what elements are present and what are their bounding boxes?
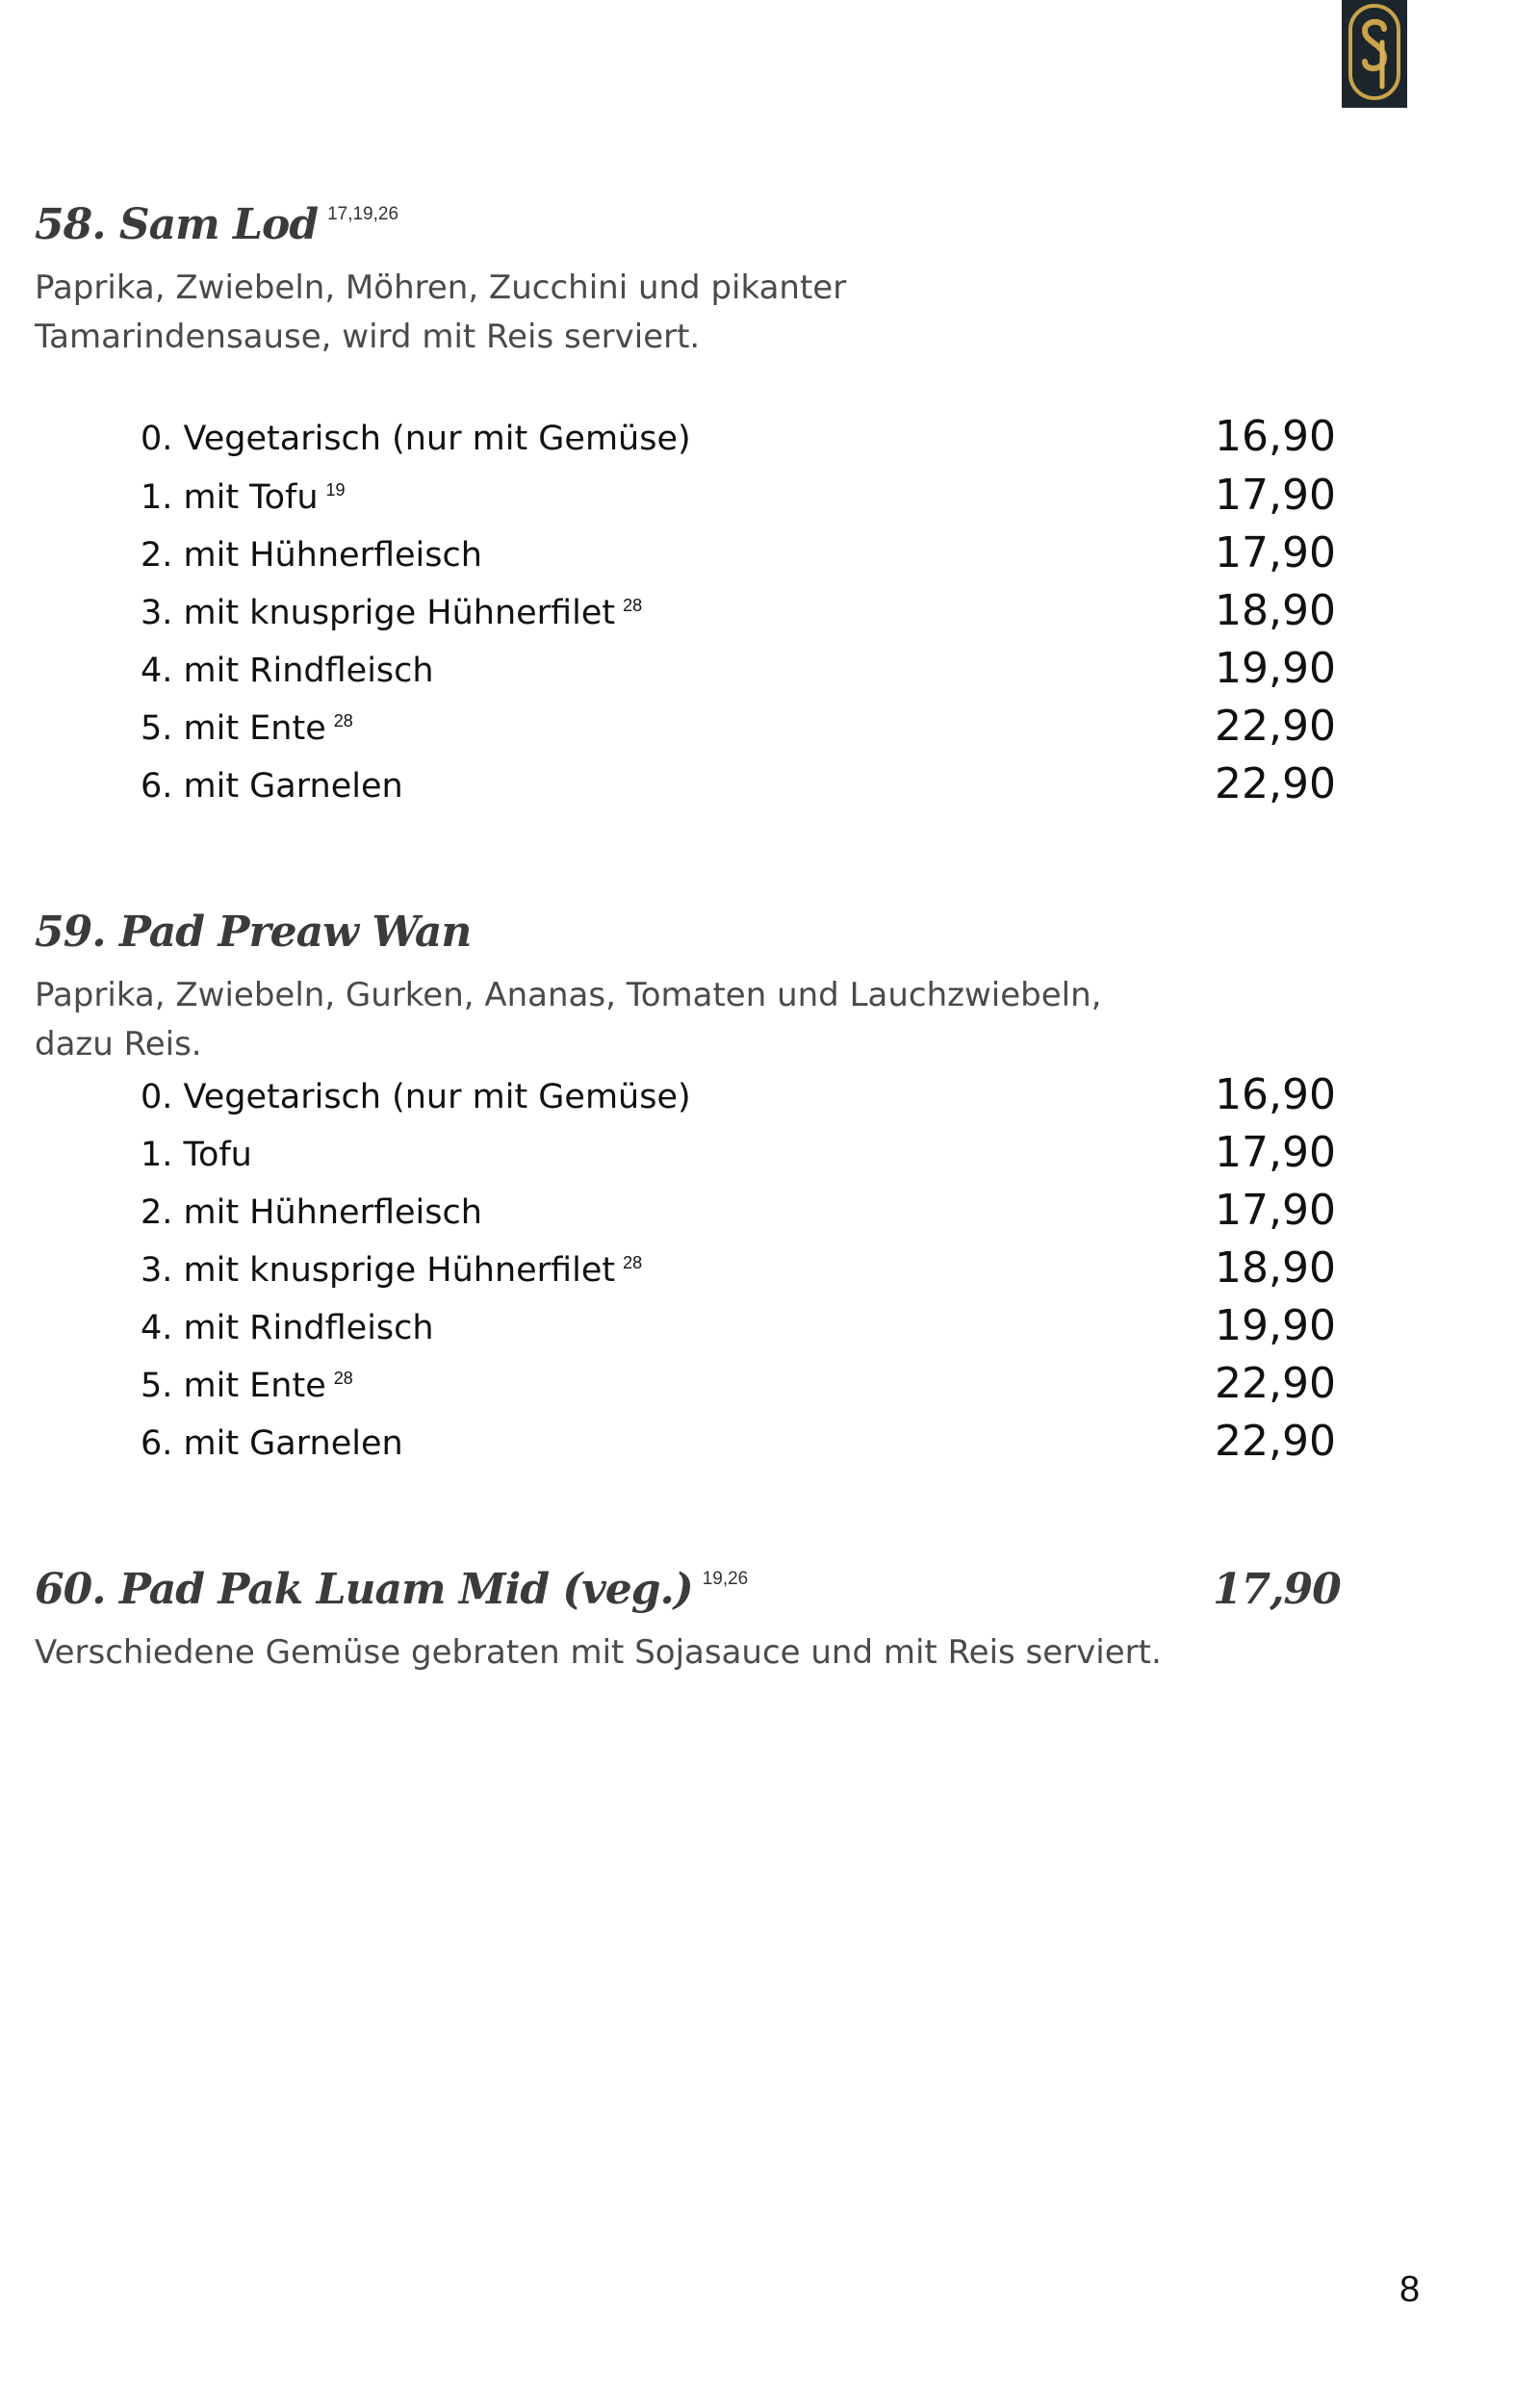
option-price: 18,90 xyxy=(1215,586,1336,635)
option-price: 22,90 xyxy=(1215,702,1336,751)
option-price: 17,90 xyxy=(1215,471,1336,520)
option-allergen: 28 xyxy=(333,711,353,730)
option-price: 22,90 xyxy=(1215,759,1336,808)
option-price: 16,90 xyxy=(1215,1070,1336,1119)
option-label: 4. mit Rindfleisch xyxy=(141,652,434,690)
option-price: 19,90 xyxy=(1215,1301,1336,1350)
option-price: 17,90 xyxy=(1215,1186,1336,1235)
option-allergen: 28 xyxy=(623,1253,643,1272)
option-price: 18,90 xyxy=(1215,1243,1336,1293)
dish-title: 59. Pad Preaw Wan xyxy=(35,908,472,957)
option-label: 3. mit knusprige Hühnerfilet $^{28}$ xyxy=(141,1251,643,1290)
option-label: 5. mit Ente $^{28}$ xyxy=(141,1367,353,1405)
option-price: 16,90 xyxy=(1215,412,1336,461)
option-label: 3. mit knusprige Hühnerfilet $^{28}$ xyxy=(141,594,643,632)
option-allergen: 19 xyxy=(325,480,346,500)
page-number: 8 xyxy=(1399,2269,1421,2310)
dish-title: 60. Pad Pak Luam Mid (veg.) $^{19,26}$ xyxy=(35,1565,749,1614)
dish-description: Verschiedene Gemüse gebraten mit Sojasauce und mit Reis serviert. xyxy=(35,1633,1162,1672)
allergen-codes: 17,19,26 xyxy=(327,204,399,224)
option-allergen: 28 xyxy=(333,1369,353,1388)
allergen-codes: 19,26 xyxy=(702,1569,749,1589)
option-label: 0. Vegetarisch (nur mit Gemüse) xyxy=(141,1078,691,1116)
dish-description: Paprika, Zwiebeln, Gurken, Ananas, Tomaten und Lauchzwiebeln, dazu Reis. xyxy=(35,976,1102,1063)
option-label: 2. mit Hühnerfleisch xyxy=(141,536,482,575)
option-label: 6. mit Garnelen xyxy=(141,1424,403,1463)
option-price: 17,90 xyxy=(1215,1128,1336,1177)
option-label: 5. mit Ente $^{28}$ xyxy=(141,709,353,748)
option-label: 4. mit Rindfleisch xyxy=(141,1309,434,1347)
dish-price: 17,90 xyxy=(1213,1565,1341,1614)
option-price: 22,90 xyxy=(1215,1359,1336,1408)
restaurant-monogram-icon xyxy=(1342,0,1407,108)
option-price: 17,90 xyxy=(1215,528,1336,577)
option-label: 1. Tofu xyxy=(141,1136,252,1174)
option-label: 1. mit Tofu $^{19}$ xyxy=(141,478,346,517)
option-price: 19,90 xyxy=(1215,644,1336,693)
dish-title: 58. Sam Lod $^{17,19,26}$ xyxy=(35,200,399,249)
option-label: 6. mit Garnelen xyxy=(141,767,403,806)
option-price: 22,90 xyxy=(1215,1417,1336,1466)
option-label: 2. mit Hühnerfleisch xyxy=(141,1193,482,1232)
dish-description: Paprika, Zwiebeln, Möhren, Zucchini und pikanter Tamarindensause, wird mit Reis serviert. xyxy=(35,269,847,356)
option-allergen: 28 xyxy=(623,596,643,615)
option-label: 0. Vegetarisch (nur mit Gemüse) xyxy=(141,420,691,458)
